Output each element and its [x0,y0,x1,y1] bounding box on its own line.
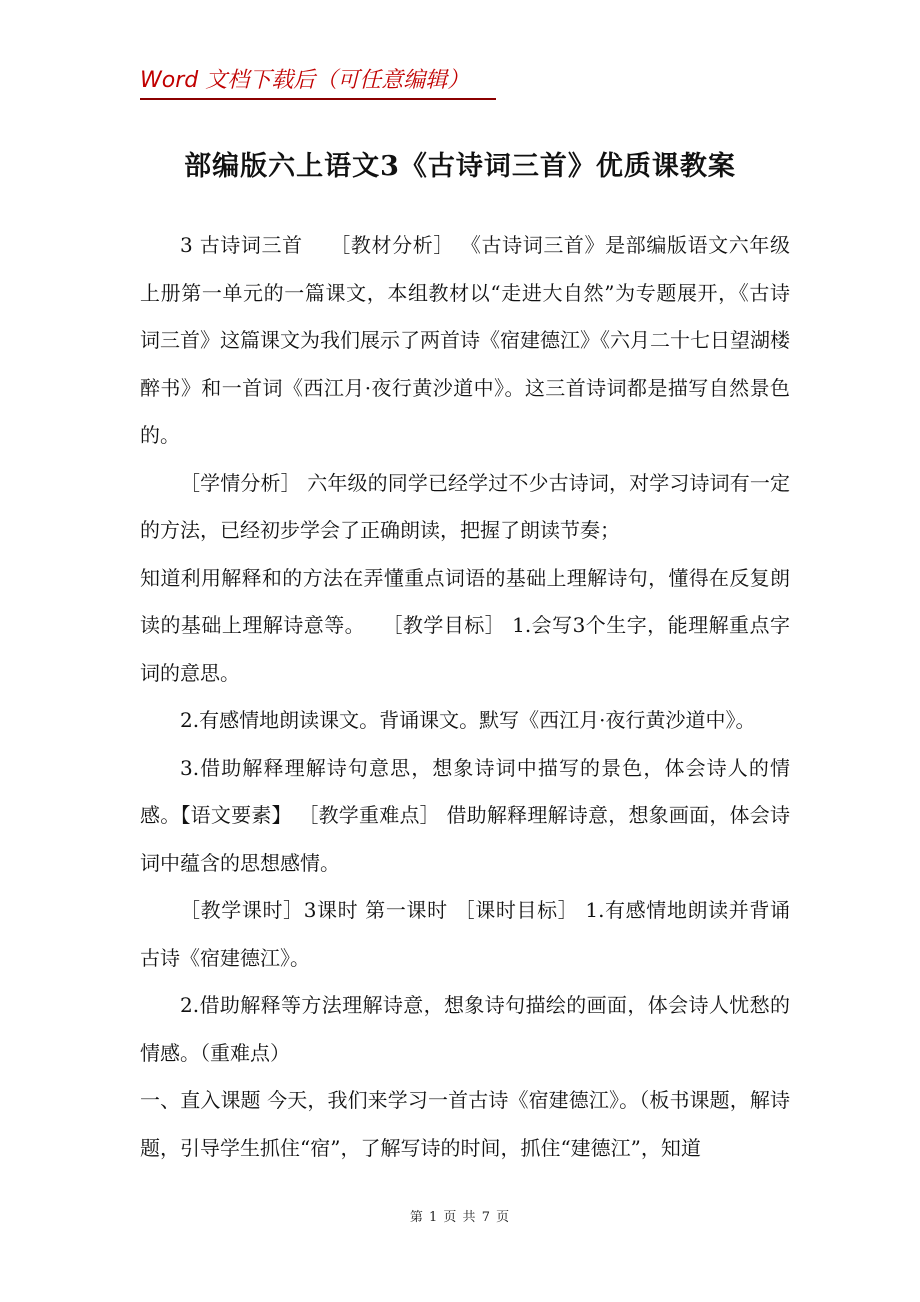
document-title: 部编版六上语文3《古诗词三首》优质课教案 [184,151,736,182]
paragraph-goal-2: 2.有感情地朗读课文。背诵课文。默写《西江月·夜行黄沙道中》。 [180,708,756,732]
page-number-footer: 第 1 页 共 7 页 [409,1210,511,1225]
paragraph-textbook-analysis: 3 古诗词三首 ［教材分析］ 《古诗词三首》是部编版语文六年级上册第一单元的一篇课文，本组教材以“走进大自然”为专题展开，《古诗词三首》这篇课文为我们展示了两首诗《宿建德江》《六月二十七日望湖楼醉书》和一首词《西江月·夜行黄沙道中》。这三首诗词都是描写自然景色的。 [140,233,790,447]
download-header [140,64,496,100]
paragraph-lesson-hours: ［教学课时］3课时 第一课时 ［课时目标］ 1.有感情地朗读并背诵古诗《宿建德江》。 [140,898,790,970]
paragraph-goal-3: 3.借助解释理解诗句意思，想象诗词中描写的景色，体会诗人的情感。【语文要素】 ［教学重难点］ 借助解释理解诗意，想象画面，体会诗词中蕴含的思想感情。 [140,755,790,875]
paragraph-lesson-goal-2: 2.借助解释等方法理解诗意，想象诗句描绘的画面，体会诗人忧愁的情感。（重难点） [140,993,790,1065]
document-body [140,222,790,1172]
paragraph-student-analysis: ［学情分析］ 六年级的同学已经学过不少古诗词，对学习诗词有一定的方法，已经初步学会了正确朗读，把握了朗读节奏； [140,470,790,542]
header-text: Word 文档下载后（可任意编辑） [140,68,470,93]
paragraph-introduction: 一、直入课题 今天，我们来学习一首古诗《宿建德江》。（板书课题，解诗题，引导学生抓住“宿”，了解写诗的时间，抓住“建德江”，知道 [140,1088,790,1160]
paragraph-teaching-goals: 知道利用解释和的方法在弄懂重点词语的基础上理解诗句，懂得在反复朗读的基础上理解诗意等。 ［教学目标］ 1.会写3个生字，能理解重点字词的意思。 [140,565,790,685]
